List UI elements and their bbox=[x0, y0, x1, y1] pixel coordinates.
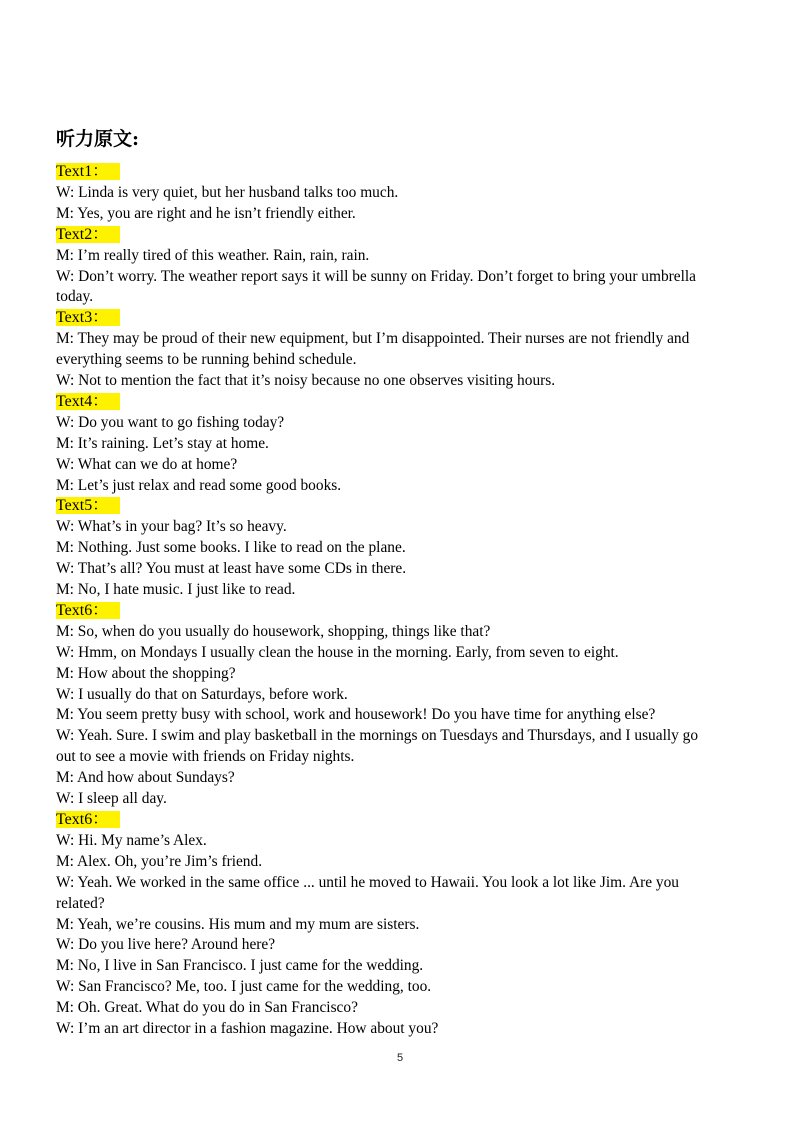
transcript-line: M: So, when do you usually do housework, shopping, things like that? bbox=[56, 622, 491, 640]
transcript-line: W: San Francisco? Me, too. I just came for the wedding, too. bbox=[56, 978, 432, 996]
transcript-line: W: Do you want to go fishing today? bbox=[56, 413, 285, 431]
section-label-row bbox=[56, 308, 746, 329]
section-label-row bbox=[56, 225, 746, 246]
transcript-line: M: Oh. Great. What do you do in San Francisco? bbox=[56, 999, 358, 1017]
transcript-line: today. bbox=[56, 288, 94, 306]
transcript-line: W: Hi. My name’s Alex. bbox=[56, 831, 207, 849]
section-label: Text1： bbox=[56, 163, 120, 180]
transcript-line: W: What’s in your bag? It’s so heavy. bbox=[56, 518, 287, 536]
transcript-line: W: Don’t worry. The weather report says it will be sunny on Friday. Don’t forget to bring your umbrella bbox=[56, 267, 697, 285]
transcript-line: W: I’m an art director in a fashion magazine. How about you? bbox=[56, 1020, 439, 1038]
transcript-line: M: No, I live in San Francisco. I just came for the wedding. bbox=[56, 957, 424, 975]
transcript-line: M: Nothing. Just some books. I like to read on the plane. bbox=[56, 539, 406, 557]
transcript-line: W: Yeah. We worked in the same office ... until he moved to Hawaii. You look a lot like Jim. Are you bbox=[56, 873, 679, 891]
transcript-line: M: They may be proud of their new equipment, but I’m disappointed. Their nurses are not friendly and bbox=[56, 330, 690, 348]
section-label: Text6： bbox=[56, 602, 120, 619]
transcript-line: W: Hmm, on Mondays I usually clean the house in the morning. Early, from seven to eight. bbox=[56, 643, 619, 661]
transcript-line: W: I sleep all day. bbox=[56, 790, 167, 808]
document-page bbox=[56, 126, 746, 1040]
transcript-line: M: Yeah, we’re cousins. His mum and my mum are sisters. bbox=[56, 915, 420, 933]
transcript-line: M: It’s raining. Let’s stay at home. bbox=[56, 434, 269, 452]
transcript-line: M: And how about Sundays? bbox=[56, 769, 235, 787]
transcript-line: M: How about the shopping? bbox=[56, 664, 236, 682]
transcript-line: W: Not to mention the fact that it’s noisy because no one observes visiting hours. bbox=[56, 372, 556, 390]
transcript-line: out to see a movie with friends on Friday nights. bbox=[56, 748, 355, 766]
section-label-row bbox=[56, 810, 746, 831]
section-label: Text2： bbox=[56, 226, 120, 243]
transcript-line: M: Alex. Oh, you’re Jim’s friend. bbox=[56, 852, 263, 870]
section-label-row bbox=[56, 162, 746, 183]
section-label: Text6： bbox=[56, 811, 120, 828]
transcript-line: M: You seem pretty busy with school, work and housework! Do you have time for anything else? bbox=[56, 706, 656, 724]
page-number: 5 bbox=[396, 1052, 404, 1064]
section-label: Text4： bbox=[56, 393, 120, 410]
transcript-line: related? bbox=[56, 894, 105, 912]
section-label: Text3： bbox=[56, 309, 120, 326]
transcript-line: W: I usually do that on Saturdays, before work. bbox=[56, 685, 348, 703]
transcript-line: M: No, I hate music. I just like to read. bbox=[56, 581, 296, 599]
transcript-line: W: Yeah. Sure. I swim and play basketball in the mornings on Tuesdays and Thursdays, and I usually go bbox=[56, 727, 699, 745]
transcript-line: M: I’m really tired of this weather. Rain, rain, rain. bbox=[56, 246, 370, 264]
transcript-body bbox=[56, 162, 746, 1040]
page-title: 听力原文: bbox=[56, 128, 140, 150]
transcript-line: W: Linda is very quiet, but her husband talks too much. bbox=[56, 183, 399, 201]
transcript-line: everything seems to be running behind schedule. bbox=[56, 351, 357, 369]
section-label-row bbox=[56, 601, 746, 622]
transcript-line: W: Do you live here? Around here? bbox=[56, 936, 276, 954]
section-label: Text5： bbox=[56, 497, 120, 514]
section-label-row bbox=[56, 392, 746, 413]
transcript-line: M: Let’s just relax and read some good books. bbox=[56, 476, 342, 494]
transcript-line: W: What can we do at home? bbox=[56, 455, 238, 473]
transcript-line: M: Yes, you are right and he isn’t friendly either. bbox=[56, 204, 356, 222]
section-label-row bbox=[56, 496, 746, 517]
transcript-line: W: That’s all? You must at least have some CDs in there. bbox=[56, 560, 407, 578]
